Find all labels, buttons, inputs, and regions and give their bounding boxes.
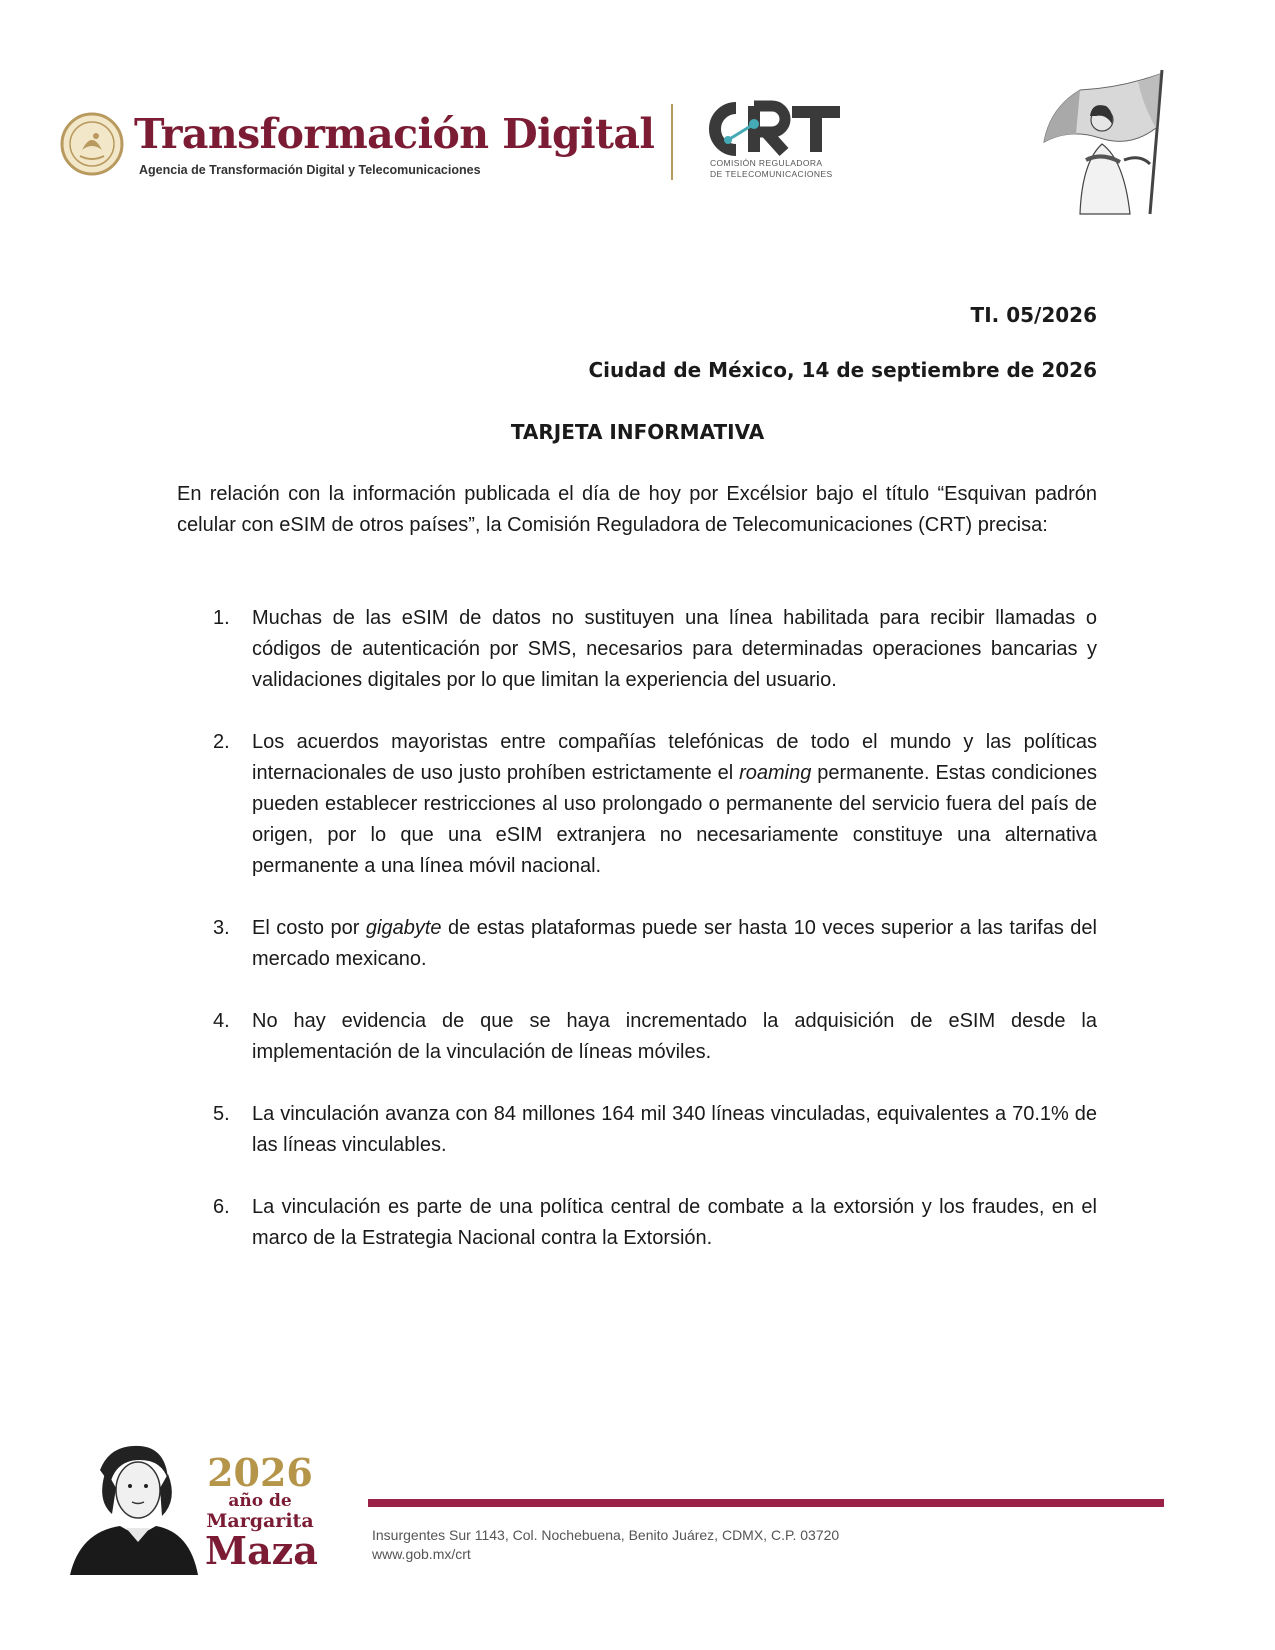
- italic-term: gigabyte: [365, 917, 442, 939]
- list-item-text: La vinculación es parte de una política central de combate a la extorsión y los fraudes, en el marco de la Estrategia Nacional contra la Extorsión.: [252, 1196, 1097, 1249]
- header-divider: [671, 104, 673, 180]
- crt-subtitle: COMISIÓN REGULADORA DE TELECOMUNICACIONES: [710, 158, 833, 179]
- list-item-number: 4.: [213, 1010, 230, 1032]
- brand-title: Transformación Digital: [134, 110, 655, 158]
- flag-woman-illustration: [1040, 68, 1180, 216]
- year-badge: [205, 1450, 318, 1573]
- list-item: [177, 1192, 1097, 1254]
- crt-logo: [708, 100, 848, 158]
- list-item-number: 1.: [213, 607, 230, 629]
- list-item-number: 6.: [213, 1196, 230, 1218]
- mexico-seal-logo: [60, 112, 124, 176]
- footer-address-line: Insurgentes Sur 1143, Col. Nochebuena, Benito Juárez, CDMX, C.P. 03720: [372, 1527, 840, 1543]
- list-item: [177, 1006, 1097, 1068]
- document-reference: TI. 05/2026: [970, 303, 1097, 327]
- footer-address: [372, 1526, 839, 1564]
- list-item-text: El costo por: [252, 917, 366, 939]
- list-item-text: No hay evidencia de que se haya incrementado la adquisición de eSIM desde la implementación de la vinculación de líneas móviles.: [252, 1010, 1097, 1063]
- list-item-text: permanente. Estas condiciones pueden establecer restricciones al uso prolongado o permanente del servicio fuera del país de origen, por lo que una eSIM extranjera no necesariamente constituye una alternativa permanente a una línea móvil nacional.: [252, 762, 1097, 877]
- document-date: Ciudad de México, 14 de septiembre de 2026: [588, 358, 1097, 382]
- footer-bar: [368, 1499, 1164, 1507]
- year-line: Margarita: [206, 1510, 314, 1532]
- intro-paragraph: En relación con la información publicada el día de hoy por Excélsior bajo el título “Esquivan padrón celular con eSIM de otros países”, la Comisión Reguladora de Telecomunicaciones (CRT) precisa:: [177, 483, 1097, 536]
- year-line: año de: [228, 1491, 292, 1511]
- year-number: 2026: [207, 1450, 313, 1495]
- margarita-maza-portrait: [70, 1440, 200, 1575]
- document-heading: TARJETA INFORMATIVA: [510, 420, 765, 444]
- brand-subtitle: Agencia de Transformación Digital y Telecomunicaciones: [139, 163, 481, 177]
- list-item: [177, 727, 1097, 882]
- list-item-text: La vinculación avanza con 84 millones 164 mil 340 líneas vinculadas, equivalentes a 70.1% de las líneas vinculables.: [252, 1103, 1097, 1156]
- list-item-number: 2.: [213, 731, 230, 753]
- list-item-number: 5.: [213, 1103, 230, 1125]
- list-item-text: Los acuerdos mayoristas entre compañías telefónicas de todo el mundo y las políticas internacionales de uso justo prohíben estrictamente el: [252, 731, 1097, 784]
- points-list: [177, 603, 1097, 1285]
- list-item: [177, 1099, 1097, 1161]
- list-item-number: 3.: [213, 917, 230, 939]
- year-line: Maza: [205, 1528, 318, 1573]
- list-item-text: Muchas de las eSIM de datos no sustituyen una línea habilitada para recibir llamadas o códigos de autenticación por SMS, necesarios para determinadas operaciones bancarias y validaciones digitales por lo que limitan la experiencia del usuario.: [252, 607, 1097, 691]
- italic-term: roaming: [739, 762, 812, 784]
- list-item: [177, 603, 1097, 696]
- footer-website[interactable]: www.gob.mx/crt: [372, 1546, 471, 1562]
- list-item: [177, 913, 1097, 975]
- list-item-text: de estas plataformas puede ser hasta 10 veces superior a las tarifas del mercado mexicano.: [252, 917, 1097, 970]
